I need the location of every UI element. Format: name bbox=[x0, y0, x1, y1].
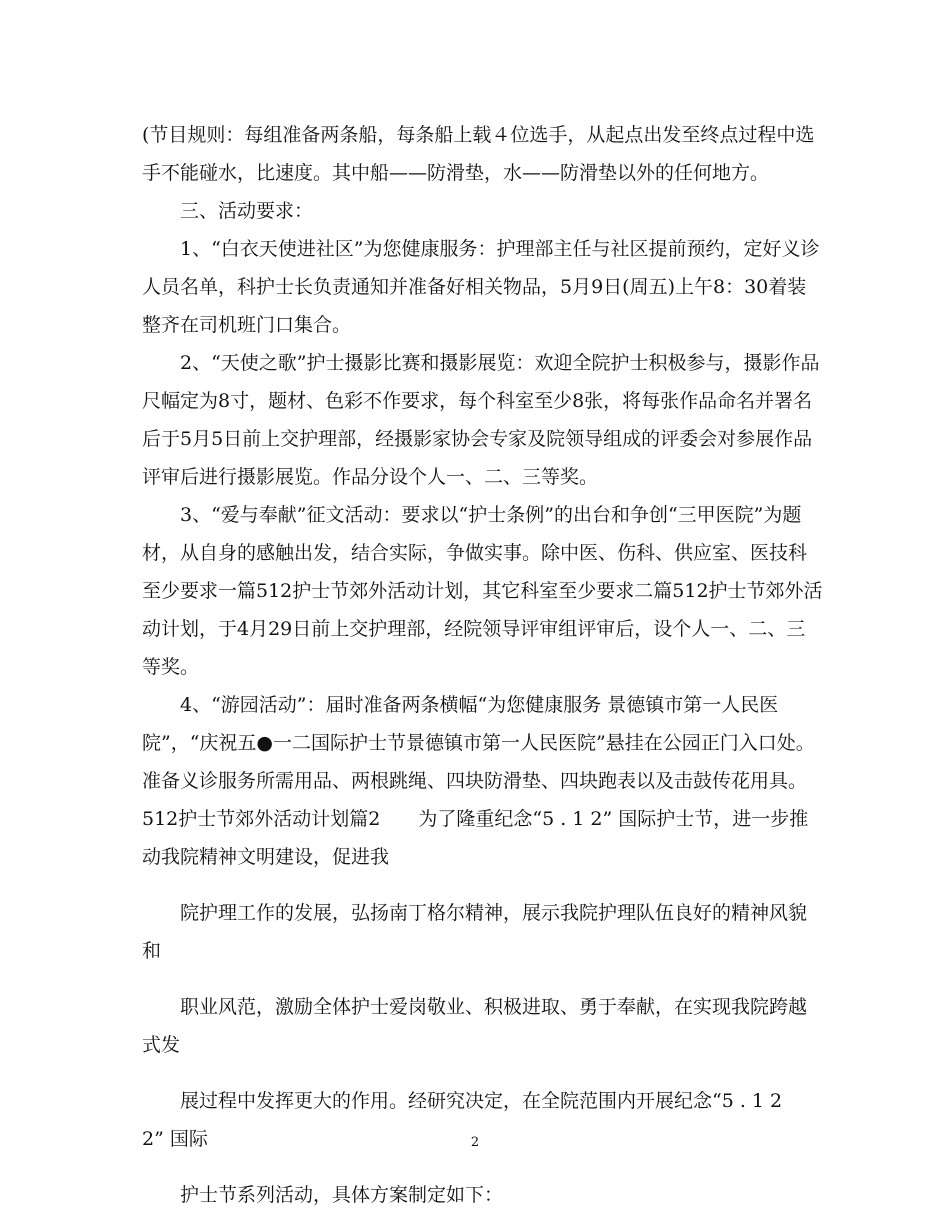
text-line: 512护士节郊外活动计划篇2 为了隆重纪念“5 . 1 2” 国际护士节，进一步推 bbox=[142, 808, 809, 830]
text-line: 评审后进行摄影展览。作品分设个人一、二、三等奖。 bbox=[142, 466, 599, 488]
text-line: 手不能碰水，比速度。其中船——防滑垫，水——防滑垫以外的任何地方。 bbox=[142, 162, 770, 184]
text-line: 和 bbox=[142, 940, 162, 962]
text-line: 准备义诊服务所需用品、两根跳绳、四块防滑垫、四块跑表以及击鼓传花用具。 bbox=[142, 770, 808, 792]
text-line: 至少要求一篇512护士节郊外活动计划，其它科室至少要求二篇512护士节郊外活 bbox=[142, 580, 823, 602]
text-line: 1、“白衣天使进社区”为您健康服务：护理部主任与社区提前预约，定好义诊 bbox=[180, 238, 820, 260]
text-line: 后于5月5日前上交护理部，经摄影家协会专家及院领导组成的评委会对参展作品 bbox=[142, 428, 813, 450]
text-line: 动我院精神文明建设，促进我 bbox=[142, 846, 390, 868]
paragraph-gap bbox=[142, 876, 812, 894]
text-line: (节目规则：每组准备两条船，每条船上载４位选手，从起点出发至终点过程中选 bbox=[142, 124, 815, 146]
text-line: 整齐在司机班门口集合。 bbox=[142, 314, 352, 336]
document-body bbox=[142, 116, 823, 1214]
section-heading: 三、活动要求： bbox=[180, 200, 314, 222]
text-line: 人员名单，科护士长负责通知并准备好相关物品，5月9日(周五)上午8：30着装 bbox=[142, 276, 807, 298]
page-number: 2 bbox=[470, 1135, 480, 1150]
text-line: 3、“爱与奉献”征文活动：要求以“护士条例”的出台和争创“三甲医院”为题 bbox=[180, 504, 802, 526]
text-line: 动计划，于4月29日前上交护理部，经院领导评审组评审后，设个人一、二、三 bbox=[142, 618, 806, 640]
text-line: 职业风范，激励全体护士爱岗敬业、积极进取、勇于奉献，在实现我院跨越 bbox=[180, 996, 808, 1018]
text-line: 护士节系列活动，具体方案制定如下： bbox=[180, 1184, 504, 1206]
paragraph-gap bbox=[142, 970, 812, 988]
text-line: 4、“游园活动”：届时准备两条横幅“为您健康服务 景德镇市第一人民医 bbox=[180, 694, 779, 716]
text-line: 等奖。 bbox=[142, 656, 200, 678]
text-line: 院”，“庆祝五●一二国际护士节景德镇市第一人民医院”悬挂在公园正门入口处。 bbox=[142, 732, 815, 754]
paragraph-gap bbox=[142, 1064, 812, 1082]
paragraph-gap bbox=[142, 1158, 812, 1176]
text-line: 院护理工作的发展，弘扬南丁格尔精神，展示我院护理队伍良好的精神风貌 bbox=[180, 902, 808, 924]
text-line: 尺幅定为8寸，题材、色彩不作要求，每个科室至少8张，将每张作品命名并署名 bbox=[142, 390, 813, 412]
text-line: 材，从自身的感触出发，结合实际，争做实事。除中医、伤科、供应室、医技科 bbox=[142, 542, 808, 564]
text-line: 2、“天使之歌”护士摄影比赛和摄影展览：欢迎全院护士积极参与，摄影作品 bbox=[180, 352, 820, 374]
text-line: 展过程中发挥更大的作用。经研究决定，在全院范围内开展纪念“5 . 1 2 bbox=[180, 1090, 783, 1112]
text-line: 2” 国际 bbox=[142, 1128, 208, 1150]
text-line: 式发 bbox=[142, 1034, 181, 1056]
